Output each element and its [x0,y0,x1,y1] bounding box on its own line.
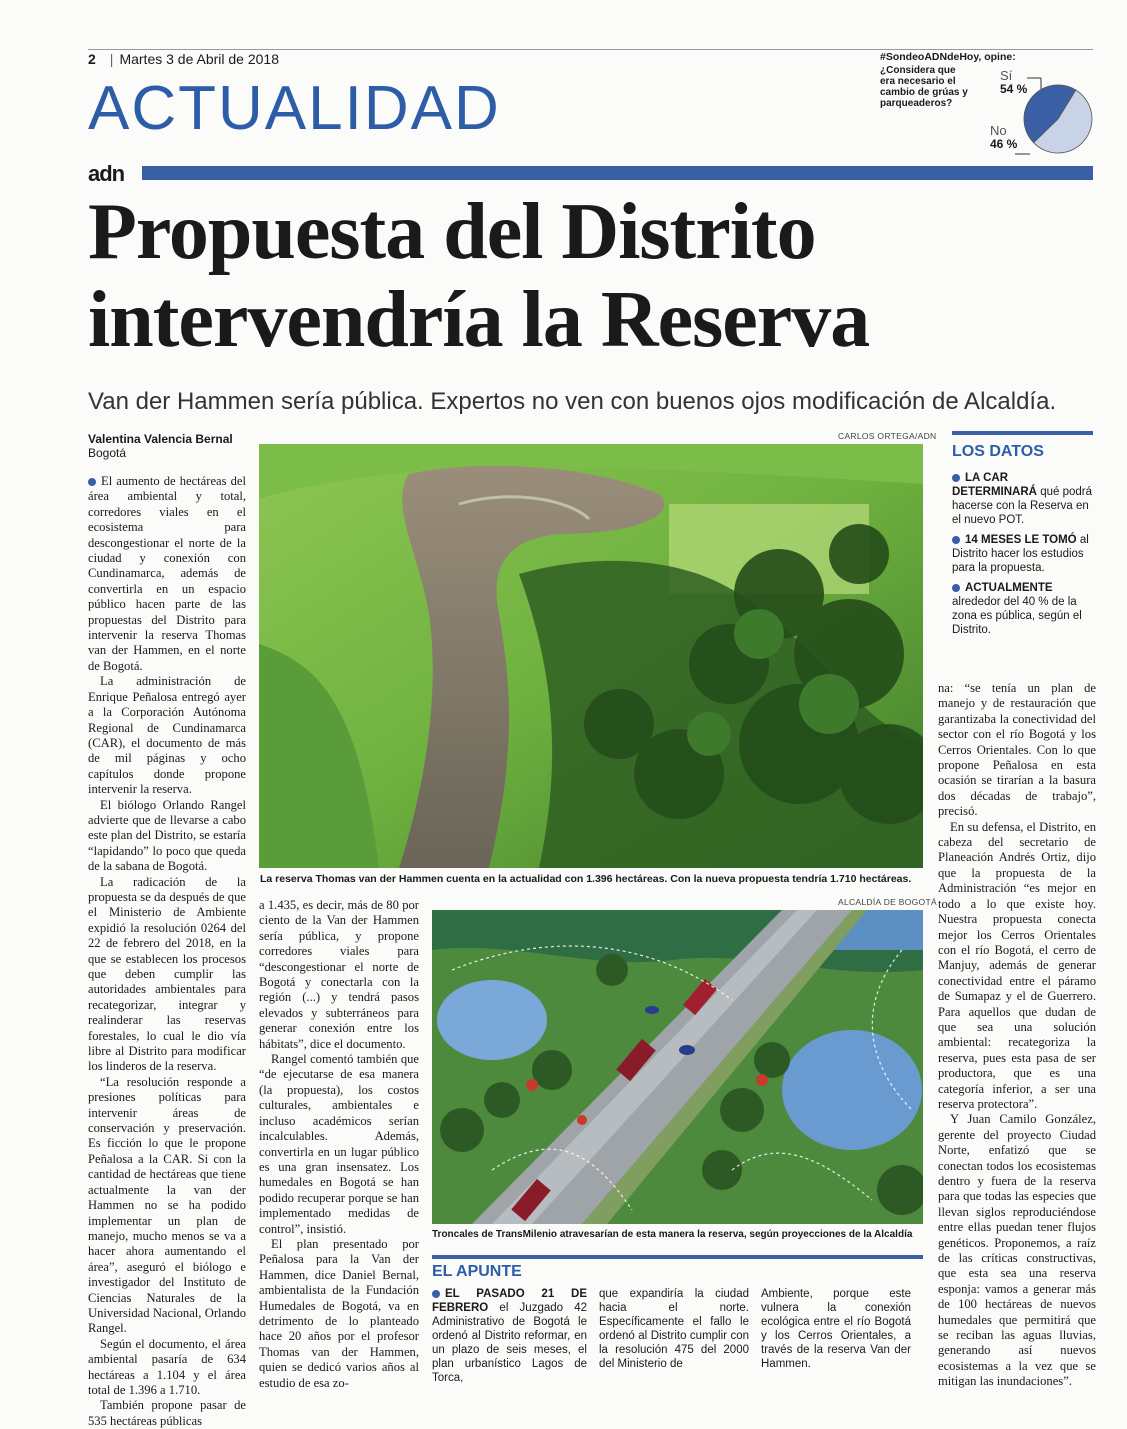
article-column-2 [259,898,419,1391]
page-header: 2 | Martes 3 de Abril de 2018 [88,51,279,67]
issue-date: Martes 3 de Abril de 2018 [119,51,279,67]
apunte-column-2: que expandiría la ciudad hacia el norte. Específicamente el fallo le ordenó al Distrito cumplir con la resolución 475 del 2000 del Ministerio de [599,1288,749,1370]
photo-credit-2: ALCALDÍA DE BOGOTÁ [838,897,937,907]
paragraph: También propone pasar de 535 hectáreas públicas [88,1398,246,1428]
paragraph: En su defensa, el Distrito, en cabeza del secretario de Planeación Andrés Ortiz, dijo que la propuesta de la Administración “es mejor en todo a lo que existe hoy. Nuestra propuesta conecta mejor los Cerros Orientales con el río Bogotá, el cerro de Manjuy, además de generar conectividad entre el páramo de Sumapaz y el de Guerrero. Para aquellos que dudan de que sea una solución ambiental: recategoriza la reserva, pues esta pasa de ser productora, que es una categoría inferior, a ser una reserva protectora”. [938,819,1096,1111]
headline [88,188,1098,364]
article-column-4 [938,681,1096,1390]
apunte-rule [432,1255,923,1259]
paragraph: Y Juan Camilo González, gerente del proyecto Ciudad Norte, enfatizó que se conectan todos los ecosistemas dentro y fuera de la reserva para que todas las especies que llevan siglos reproduciéndose entre ellas puedan tener flujos genéticos. Proponemos, a raíz de las críticas constructivas, que esta sea una reserva esponja: vamos a generar más de 100 hectáreas de nuevos humedales que permitirá que se reciban las aguas lluvias, generando así nuevos ecosistemas a la vez que se mitigan las inundaciones”. [938,1112,1096,1389]
bullet-dot-icon [88,478,96,486]
paragraph: La radicación de la propuesta se da después de que el Ministerio de Ambiente expidió la resolución 0264 del 22 de febrero del 2018, en la que se establecen los procesos que deben cumplir las autoridades ambientales para recategorizar, integrar y realinderar las reservas forestales, lo cual le dio vía libre al Distrito para modificar los linderos de la reserva. [88,874,246,1074]
byline [88,432,233,460]
poll-hashtag: #SondeoADNdeHoy, opine: [880,51,1016,63]
bullet-dot-icon [952,584,960,592]
transmilenio-render-image [432,910,923,1224]
page-number: 2 [88,51,96,67]
paragraph: El plan presentado por Peñalosa para la Van der Hammen, dice Daniel Bernal, ambientalista de la Fundación Humedales de Bogotá, va en detrimento de lo planteado hace 20 años por el profesor Thomas van der Hammen, quien se dedicó varios años al estudio de esa zo- [259,1236,419,1390]
paragraph: El biólogo Orlando Rangel advierte que de llevarse a cabo este plan del Distrito, se estaría “lapidando” lo poco que queda de la sabana de Bogotá. [88,797,246,874]
paragraph: a 1.435, es decir, más de 80 por ciento de la Van der Hammen sería pública, y propone corredores viales para “descongestionar el norte de Bogotá y conectarla con la región (...) y tendrá pasos elevados y subterráneos para generar conexión entre los hábitats”, dice el documento. [259,898,419,1051]
aerial-photo-illustration [259,444,923,868]
section-bar [142,166,1093,180]
poll-widget [880,51,1095,161]
render-illustration [432,910,923,1224]
bullet-dot-icon [952,536,960,544]
datos-rule [952,431,1093,435]
headline-line-2: intervendría la Reserva [88,276,870,364]
top-rule [88,49,1093,50]
los-datos-box [952,431,1093,643]
author: Valentina Valencia Bernal [88,432,233,446]
apunte-column-3: Ambiente, porque este vulnera la conexión ecológica entre el río Bogotá y los Cerros Orientales, a través de la reserva Van der Hammen. [761,1288,911,1370]
headline-line-1: Propuesta del Distrito [88,188,816,276]
apunte-column-1: EL PASADO 21 DE FEBRERO el Juzgado 42 Administrativo de Bogotá le ordenó al Distrito reformar, en un plazo de seis meses, el plan urbanístico Lagos de Torca, [432,1288,587,1384]
poll-question: ¿Considera que era necesario el cambio de grúas y parqueaderos? [880,65,968,109]
bullet-dot-icon [952,474,960,482]
bullet-dot-icon [432,1290,440,1298]
datos-list [952,471,1093,637]
reserve-aerial-photo [259,444,923,868]
dateline: Bogotá [88,446,127,460]
apunte-title: EL APUNTE [432,1263,522,1280]
paragraph: El aumento de hectáreas del área ambiental y total, corredores viales en el ecosistema para descongestionar el norte de la ciudad y conexión con Cundinamarca, además de convertirla en un espacio público hacen parte de las propuestas del Distrito para intervenir la reserva Thomas van der Hammen, en el norte de Bogotá. [88,474,246,673]
datos-item: 14 MESES LE TOMÓ al Distrito hacer los estudios para la propuesta. [952,534,1089,574]
photo-caption-1: La reserva Thomas van der Hammen cuenta en la actualidad con 1.396 hectáreas. Con la nueva propuesta tendría 1.710 hectáreas. [260,873,912,885]
subheadline: Van der Hammen sería pública. Expertos no ven con buenos ojos modificación de Alcaldía. [88,388,1057,415]
poll-no-label: No [990,123,1007,138]
datos-title: LOS DATOS [952,443,1044,460]
article-column-1 [88,474,246,1429]
poll-no-value: 46 % [990,137,1018,151]
poll-yes-value: 54 % [1000,82,1028,96]
apunte-lead: EL PASADO 21 DE FEBRERO [432,1288,587,1314]
photo-credit-1: CARLOS ORTEGA/ADN [838,431,937,441]
section-title: ACTUALIDAD [88,74,501,143]
paragraph: Rangel comentó también que “de ejecutarse de esa manera (la propuesta), los costos culturales, ambientales e incluso académicos serían incalculables. Además, convertirla en un lugar público es una gran insensatez. Los humedales en Bogotá se han podido recuperar porque se han implementado medidas de control”, insistió. [259,1052,419,1236]
paragraph: na: “se tenía un plan de manejo y de restauración que garantizaba la conectividad del sector con el río Bogotá y los Cerros Orientales. Con lo que propone Peñalosa en esta ocasión se tirarían a la basura dos décadas de trabajo”, precisó. [938,681,1096,819]
datos-item: LA CAR DETERMINARÁ qué podrá hacerse con la Reserva en el nuevo POT. [952,472,1092,526]
poll-yes-label: Sí [1000,68,1013,83]
apunte-columns [432,1287,923,1385]
adn-logo: adn [88,161,125,186]
paragraph: Según el documento, el área ambiental pasaría de 634 hectáreas a 1.104 y el área total de 1.396 a 1.710. [88,1336,246,1397]
paragraph: La administración de Enrique Peñalosa entregó ayer a la Corporación Autónoma Regional de Cundinamarca (CAR), el documento de más de mil páginas y ocho capítulos donde propone intervenir la reserva. [88,674,246,797]
poll-pie-chart [1010,75,1095,159]
el-apunte-box [432,1255,923,1385]
datos-item: ACTUALMENTE alrededor del 40 % de la zona es pública, según el Distrito. [952,582,1082,636]
paragraph: “La resolución responde a presiones políticas para intervenir áreas de conservación y preservación. Es ficción lo que le propone Peñalosa a la CAR. Si con la cantidad de hectáreas que tiene actualmente la van der Hammen no se ha podido implementar un plan de manejo, mucho menos se va a hacer ahora aumentando el área”, aseguró el biólogo e investigador del Instituto de Ciencias Naturales de la Universidad Nacional, Orlando Rangel. [88,1074,246,1336]
photo-caption-2: Troncales de TransMilenio atravesarían de esta manera la reserva, según proyecciones de la Alcaldía [432,1229,913,1240]
